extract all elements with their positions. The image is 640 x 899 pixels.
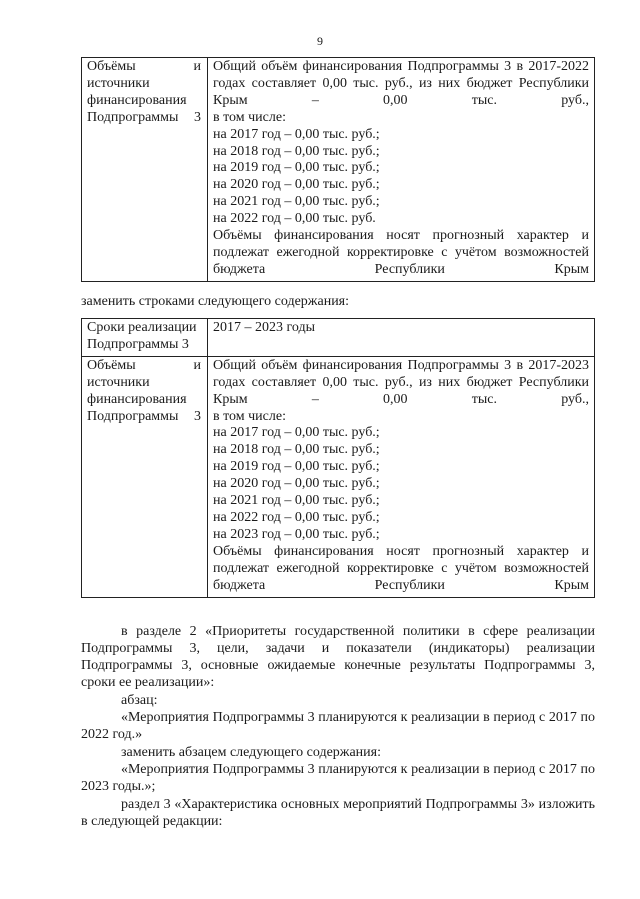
year-line: на 2017 год – 0,00 тыс. руб.; (213, 425, 380, 441)
year-line: на 2017 год – 0,00 тыс. руб.; (213, 126, 380, 142)
paragraph-section3: раздел 3 «Характеристика основных мероприятий Подпрограммы 3» изложить в следующей редакции: (81, 797, 595, 829)
table-row (82, 356, 595, 597)
table-row (82, 319, 595, 357)
financing-table-new (81, 318, 595, 598)
paragraph-abzac: абзац: (121, 693, 158, 708)
year-line: на 2022 год – 0,00 тыс. руб. (213, 211, 376, 227)
financing-note: Объёмы финансирования носят прогнозный характер и подлежат ежегодной корректировке с учётом возможностей бюджета Республики Крым (213, 228, 589, 277)
row-label-financing: Объёмы и источники финансирования Подпрограммы 3 (82, 58, 208, 282)
year-line: на 2018 год – 0,00 тыс. руб.; (213, 143, 380, 159)
year-line: на 2020 год – 0,00 тыс. руб.; (213, 177, 380, 193)
paragraph-new-text: «Мероприятия Подпрограммы 3 планируются к реализации в период с 2017 по 2023 годы.»; (81, 762, 595, 794)
row-label-financing: Объёмы и источники финансирования Подпрограммы 3 (82, 356, 208, 597)
in-total-label: в том числе: (213, 109, 286, 125)
row-value-financing (208, 58, 595, 282)
row-label-period: Сроки реализации Подпрограммы 3 (82, 319, 208, 357)
paragraph-old-text: «Мероприятия Подпрограммы 3 планируются к реализации в период с 2017 по 2022 год.» (81, 710, 595, 742)
year-line: на 2019 год – 0,00 тыс. руб.; (213, 160, 380, 176)
year-line: на 2018 год – 0,00 тыс. руб.; (213, 442, 380, 458)
in-total-label: в том числе: (213, 408, 286, 424)
financing-intro: Общий объём финансирования Подпрограммы 3 в 2017-2022 годах составляет 0,00 тыс. руб., из них бюджет Республики Крым – 0,00 тыс. руб., (213, 59, 589, 108)
financing-intro: Общий объём финансирования Подпрограммы 3 в 2017-2023 годах составляет 0,00 тыс. руб., из них бюджет Республики Крым – 0,00 тыс. руб., (213, 357, 589, 407)
year-line: на 2023 год – 0,00 тыс. руб.; (213, 526, 380, 542)
year-line: на 2020 год – 0,00 тыс. руб.; (213, 476, 380, 492)
paragraph-replace: заменить абзацем следующего содержания: (121, 745, 381, 760)
table-row (82, 58, 595, 282)
financing-note: Объёмы финансирования носят прогнозный характер и подлежат ежегодной корректировке с учётом возможностей бюджета Республики Крым (213, 543, 589, 593)
row-value-period: 2017 – 2023 годы (208, 319, 595, 357)
year-line: на 2022 год – 0,00 тыс. руб.; (213, 509, 380, 525)
year-line: на 2021 год – 0,00 тыс. руб.; (213, 194, 380, 210)
year-line: на 2019 год – 0,00 тыс. руб.; (213, 459, 380, 475)
financing-table-old (81, 57, 595, 282)
replace-text: заменить строками следующего содержания: (81, 294, 350, 309)
row-value-financing (208, 356, 595, 597)
page-number: 9 (317, 34, 323, 48)
paragraph-section2: в разделе 2 «Приоритеты государственной политики в сфере реализации Подпрограммы 3, цели, задачи и показатели (индикаторы) реализации Подпрограммы 3, основные ожидаемые конечные результаты Подпрограммы 3, сроки ее реализации»: (81, 624, 595, 690)
year-line: на 2021 год – 0,00 тыс. руб.; (213, 493, 380, 509)
